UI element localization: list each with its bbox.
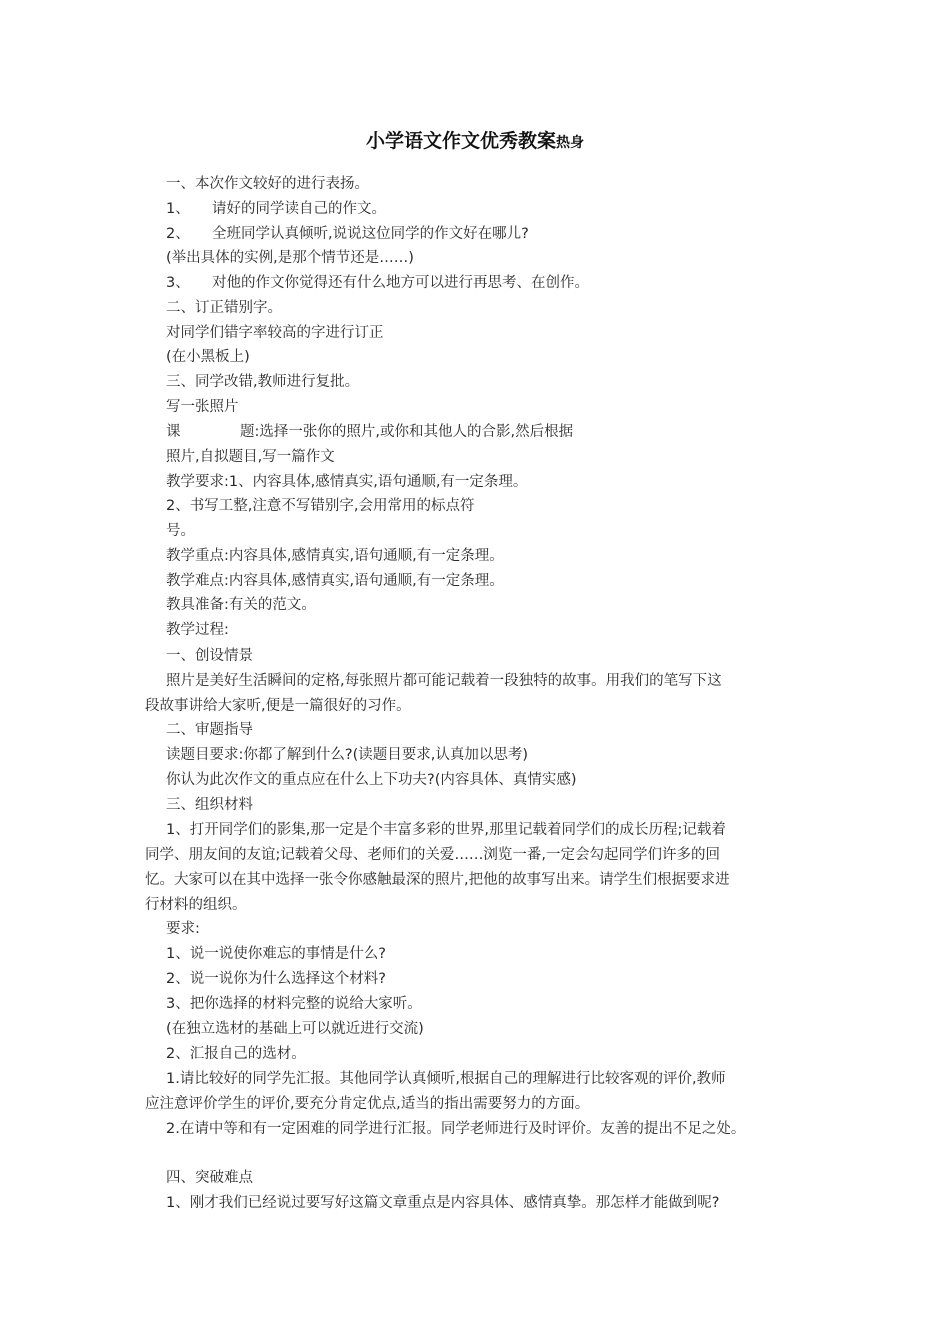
paragraph-line: 段故事讲给大家听,便是一篇很好的习作。 — [145, 698, 411, 714]
section-heading: 二、审题指导 — [166, 722, 253, 738]
paragraph-line: 教学过程: — [166, 622, 229, 638]
paragraph-line: 2、汇报自己的选材。 — [166, 1046, 306, 1062]
paragraph-line: 对同学们错字率较高的字进行订正 — [166, 325, 384, 341]
paragraph-line: (举出具体的实例,是那个情节还是……) — [166, 250, 414, 266]
paragraph-line: 教学难点:内容具体,感情真实,语句通顺,有一定条理。 — [166, 573, 504, 589]
list-number: 3、 — [166, 275, 190, 291]
paragraph-line: 1.请比较好的同学先汇报。其他同学认真倾听,根据自己的理解进行比较客观的评价,教师 — [166, 1071, 726, 1087]
paragraph-line: 教学重点:内容具体,感情真实,语句通顺,有一定条理。 — [166, 548, 504, 564]
paragraph-line: 你认为此次作文的重点应在什么上下功夫?(内容具体、真情实感) — [166, 772, 577, 788]
paragraph-line: 行材料的组织。 — [145, 897, 247, 913]
paragraph-line: 1、打开同学们的影集,那一定是个丰富多彩的世界,那里记载着同学们的成长历程;记载着 — [166, 822, 726, 838]
paragraph-line: 3、把你选择的材料完整的说给大家听。 — [166, 996, 422, 1012]
paragraph-line: 号。 — [166, 523, 195, 539]
section-heading: 二、订正错别字。 — [166, 300, 282, 316]
numbered-line — [166, 273, 589, 293]
list-number: 1、 — [166, 201, 190, 217]
topic-line — [166, 422, 573, 442]
line-text: 对他的作文你觉得还有什么地方可以进行再思考、在创作。 — [212, 275, 589, 291]
numbered-line — [166, 199, 386, 219]
title-suffix: 热身 — [556, 135, 584, 151]
paragraph-line: 1、说一说使你难忘的事情是什么? — [166, 946, 386, 962]
paragraph-line: 教学要求:1、内容具体,感情真实,语句通顺,有一定条理。 — [166, 474, 528, 490]
section-heading: 三、组织材料 — [166, 797, 253, 813]
line-text: 全班同学认真倾听,说说这位同学的作文好在哪儿? — [212, 226, 529, 242]
paragraph-line: (在小黑板上) — [166, 349, 250, 365]
paragraph-line: 应注意评价学生的评价,要充分肯定优点,适当的指出需要努力的方面。 — [145, 1096, 590, 1112]
paragraph-line: 2、说一说你为什么选择这个材料? — [166, 971, 386, 987]
paragraph-line: 2.在请中等和有一定困难的同学进行汇报。同学老师进行及时评价。友善的提出不足之处。 — [166, 1121, 746, 1137]
section-heading: 四、突破难点 — [166, 1170, 253, 1186]
list-number: 2、 — [166, 226, 190, 242]
paragraph-line: 写一张照片 — [166, 399, 239, 415]
paragraph-line: 忆。大家可以在其中选择一张令你感触最深的照片,把他的故事写出来。请学生们根据要求进 — [145, 872, 730, 888]
paragraph-line: 2、书写工整,注意不写错别字,会用常用的标点符 — [166, 498, 475, 514]
paragraph-line: 读题目要求:你都了解到什么?(读题目要求,认真加以思考) — [166, 747, 529, 763]
line-text: 请好的同学读自己的作文。 — [212, 201, 386, 217]
numbered-line — [166, 224, 529, 244]
paragraph-line: 1、刚才我们已经说过要写好这篇文章重点是内容具体、感情真挚。那怎样才能做到呢? — [166, 1195, 720, 1211]
paragraph-line: (在独立选材的基础上可以就近进行交流) — [166, 1021, 424, 1037]
section-heading: 一、创设情景 — [166, 648, 253, 664]
paragraph-line: 照片,自拟题目,写一篇作文 — [166, 449, 335, 465]
section-heading: 三、同学改错,教师进行复批。 — [166, 374, 360, 390]
paragraph-line: 同学、朋友间的友谊;记载着父母、老师们的关爱……浏览一番,一定会勾起同学们许多的回 — [145, 847, 720, 863]
paragraph-line: 照片是美好生活瞬间的定格,每张照片都可能记载着一段独特的故事。用我们的笔写下这 — [166, 673, 722, 689]
topic-label: 课 — [166, 424, 181, 440]
document-title — [0, 126, 950, 153]
paragraph-line: 要求: — [166, 921, 200, 937]
paragraph-line: 一、本次作文较好的进行表扬。 — [166, 176, 369, 192]
line-text: 题:选择一张你的照片,或你和其他人的合影,然后根据 — [240, 424, 574, 440]
paragraph-line: 教具准备:有关的范文。 — [166, 597, 316, 613]
title-main: 小学语文作文优秀教案 — [365, 130, 556, 152]
